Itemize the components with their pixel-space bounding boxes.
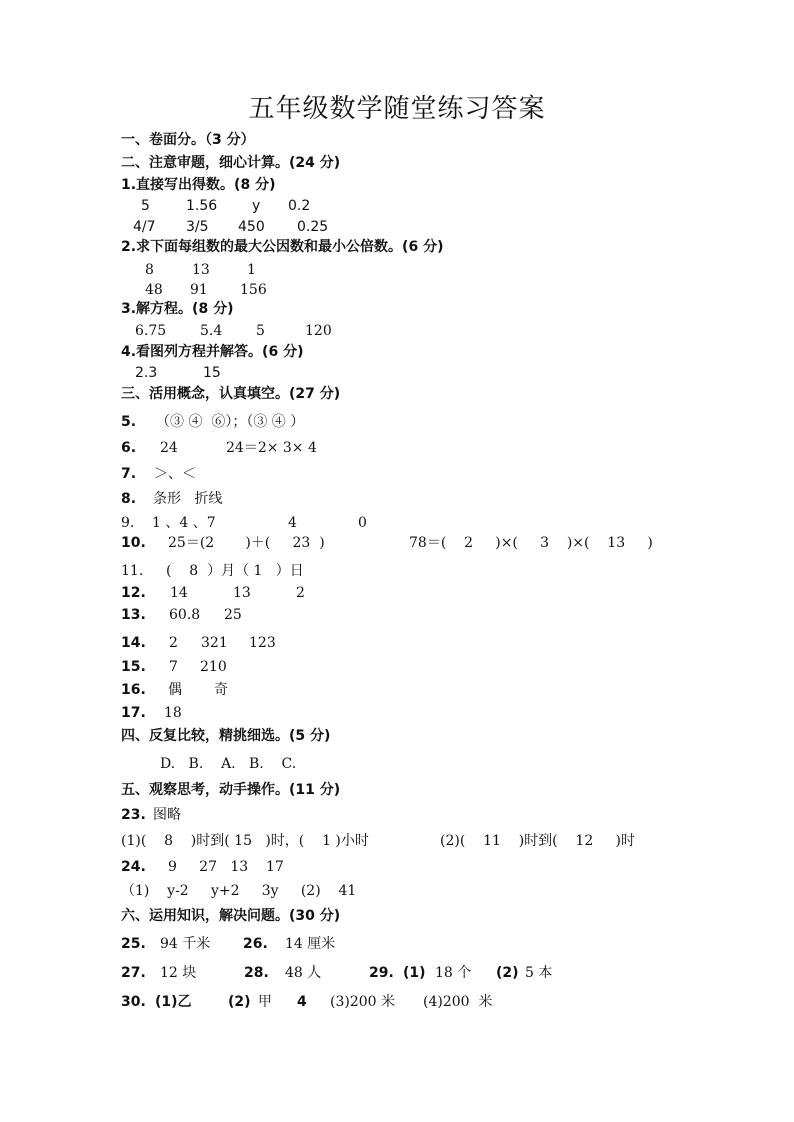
answer-text: 0 (358, 515, 367, 531)
answer-text: 12 块 (160, 965, 197, 981)
answer-text: 9 27 13 17 (168, 859, 284, 875)
answer-text: 94 千米 (160, 936, 211, 952)
q1-answer: 0.25 (297, 219, 329, 235)
answer-text: (1) (403, 965, 426, 981)
answer-text: 48 人 (285, 965, 322, 981)
answer-number: 9. (121, 515, 135, 531)
answer-text: 25＝(2 )＋( 23 ) (168, 535, 325, 551)
answer-text: 13 (233, 585, 251, 601)
section-6-heading: 六、运用知识，解决问题。(30 分) (121, 908, 341, 924)
q4-answer: 2.3 (135, 365, 158, 381)
answer-text: (2)( 11 )时到( 12 )时 (440, 833, 635, 849)
answer-text: 25 (224, 607, 242, 623)
q3-answer: 120 (305, 323, 332, 339)
answer-text: 奇 (214, 682, 228, 698)
answer-number: 8. (121, 491, 137, 507)
answer-text: 偶 (168, 682, 182, 698)
question-2-label: 2.求下面每组数的最大公因数和最小公倍数。(6 分) (121, 239, 444, 255)
answer-text: 60.8 (169, 607, 201, 623)
answer-number: 24. (121, 859, 146, 875)
q1-answer: 1.56 (186, 198, 218, 214)
answer-text: 14 (170, 585, 188, 601)
answer-text: (1)( 8 )时到( 15 )时，( 1 )小时 (121, 833, 369, 849)
q1-answer: 5 (141, 198, 150, 214)
answer-text: 4 (297, 994, 307, 1010)
page-title: 五年级数学随堂练习答案 (248, 94, 546, 124)
question-1-label: 1.直接写出得数。(8 分) (121, 177, 276, 193)
section-3-heading: 三、活用概念，认真填空。(27 分) (121, 386, 341, 402)
answer-text: 321 (201, 635, 228, 651)
answer-text: 1 、4 、7 (152, 515, 216, 531)
answer-number: 15. (121, 659, 146, 675)
q2-answer: 91 (190, 282, 208, 298)
question-4-label: 4.看图列方程并解答。(6 分) (121, 344, 304, 360)
answer-text: 2 (296, 585, 305, 601)
answer-text: 24＝2× 3× 4 (226, 440, 317, 456)
q1-answer: 4/7 (133, 219, 156, 235)
answer-number: 30. (121, 994, 146, 1010)
answer-number: 28. (244, 965, 269, 981)
answer-number: 10. (121, 535, 146, 551)
answer-number: 5. (121, 414, 137, 430)
section-2-heading: 二、注意审题，细心计算。(24 分) (121, 155, 341, 171)
answer-number: 13. (121, 607, 146, 623)
answer-number: 27. (121, 965, 146, 981)
answer-number: 14. (121, 635, 146, 651)
answer-text: (2) (228, 994, 251, 1010)
answer-text: (4)200 米 (423, 994, 493, 1010)
section-1-heading: 一、卷面分。（3 分） (121, 132, 255, 148)
answer-text: （1) y-2 y+2 3y (2) 41 (121, 883, 357, 899)
q2-answer: 156 (240, 282, 267, 298)
answer-text: 5 本 (525, 965, 553, 981)
answer-number: 16. (121, 682, 146, 698)
answer-text: ( 8 ）月（ 1 ）日 (166, 563, 304, 579)
answer-number: 11. (121, 563, 144, 579)
answer-text: 18 (164, 705, 182, 721)
section-4-heading: 四、反复比较，精挑细选。(5 分) (121, 728, 331, 744)
q3-answer: 6.75 (135, 323, 167, 339)
q1-answer: 0.2 (288, 198, 311, 214)
answer-text: ＞、＜ (154, 466, 196, 482)
answer-number: 17. (121, 705, 146, 721)
multiple-choice-answers: D. B. A. B. C. (160, 756, 297, 772)
answer-text: 78＝( 2 )×( 3 )×( 13 ) (409, 535, 653, 551)
answer-text: (2) (496, 965, 519, 981)
answer-text: （③ ④ ⑥）；（③ ④ ） (156, 414, 305, 430)
q2-answer: 1 (247, 262, 256, 278)
answer-number: 7. (121, 466, 137, 482)
question-3-label: 3.解方程。(8 分) (121, 301, 234, 317)
answer-number: 25. (121, 936, 146, 952)
q3-answer: 5.4 (200, 323, 223, 339)
answer-text: 210 (200, 659, 227, 675)
answer-text: 2 (169, 635, 178, 651)
answer-number: 12. (121, 585, 146, 601)
answer-text: 18 个 (435, 965, 472, 981)
answer-number: 6. (121, 440, 137, 456)
q2-answer: 48 (145, 282, 163, 298)
answer-text: (3)200 米 (330, 994, 396, 1010)
answer-text: 图略 (153, 807, 181, 823)
answer-text: 4 (288, 515, 297, 531)
answer-text: 条形 折线 (153, 491, 223, 507)
answer-number: 26. (243, 936, 268, 952)
q3-answer: 5 (256, 323, 265, 339)
answer-number: 29. (369, 965, 394, 981)
section-5-heading: 五、观察思考，动手操作。(11 分) (121, 782, 341, 798)
answer-text: 甲 (258, 994, 272, 1010)
answer-text: 14 厘米 (285, 936, 336, 952)
q1-answer: y (252, 198, 261, 214)
q2-answer: 13 (192, 262, 210, 278)
answer-text: 7 (169, 659, 178, 675)
q1-answer: 3/5 (186, 219, 209, 235)
answer-text: 24 (160, 440, 178, 456)
answer-text: (1)乙 (155, 994, 192, 1010)
q4-answer: 15 (203, 365, 221, 381)
q1-answer: 450 (238, 219, 265, 235)
answer-text: 123 (249, 635, 276, 651)
q2-answer: 8 (145, 262, 154, 278)
answer-number: 23. (121, 807, 146, 823)
